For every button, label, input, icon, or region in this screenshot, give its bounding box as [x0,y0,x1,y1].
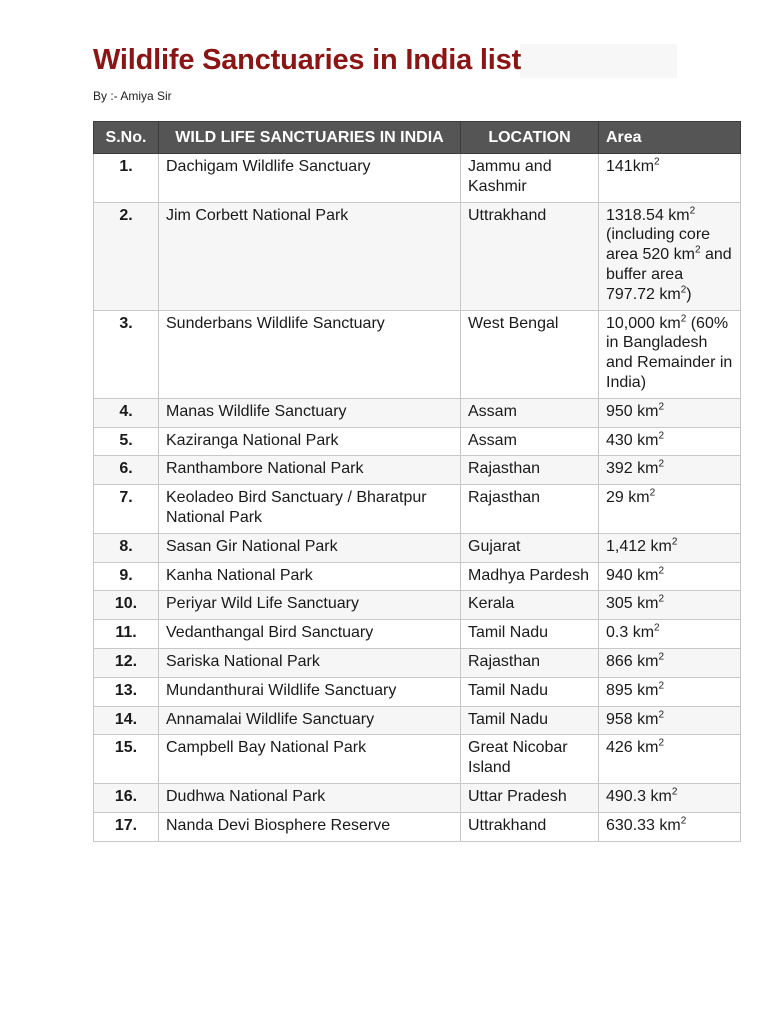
cell-sanctuary-name: Vedanthangal Bird Sanctuary [159,620,461,649]
cell-sno: 3. [94,310,159,398]
cell-location: Great Nicobar Island [461,735,599,784]
cell-sanctuary-name: Annamalai Wildlife Sanctuary [159,706,461,735]
cell-location: Rajasthan [461,648,599,677]
header-sno: S.No. [94,122,159,154]
cell-sno: 12. [94,648,159,677]
cell-area: 940 $km^2$ [599,562,741,591]
cell-sanctuary-name: Nanda Devi Biosphere Reserve [159,812,461,841]
cell-sanctuary-name: Sasan Gir National Park [159,533,461,562]
table-row [94,812,741,841]
cell-sanctuary-name: Sariska National Park [159,648,461,677]
table-row [94,310,741,398]
cell-sno: 10. [94,591,159,620]
cell-area: 426 $km^2$ [599,735,741,784]
cell-sanctuary-name: Ranthambore National Park [159,456,461,485]
table-row [94,562,741,591]
table-row [94,533,741,562]
cell-area: 1318.54 $km^2$ (including core area 520 $km^2$ and buffer area 797.72 $km^2$) [599,202,741,310]
table-row [94,398,741,427]
cell-sanctuary-name: Keoladeo Bird Sanctuary / Bharatpur National Park [159,485,461,534]
cell-sno: 7. [94,485,159,534]
table-row [94,202,741,310]
table-row [94,620,741,649]
cell-sno: 15. [94,735,159,784]
cell-sno: 1. [94,154,159,203]
cell-area: 895 $km^2$ [599,677,741,706]
cell-location: Assam [461,398,599,427]
table-body [94,154,741,842]
cell-sno: 14. [94,706,159,735]
table-row [94,677,741,706]
cell-sanctuary-name: Dudhwa National Park [159,783,461,812]
page-title: Wildlife Sanctuaries in India list [93,44,522,76]
header-area: Area [599,122,741,154]
cell-sno: 13. [94,677,159,706]
cell-sno: 4. [94,398,159,427]
cell-sno: 6. [94,456,159,485]
cell-sanctuary-name: Dachigam Wildlife Sanctuary [159,154,461,203]
table-row [94,735,741,784]
cell-location: Tamil Nadu [461,620,599,649]
sanctuaries-table [93,121,741,842]
cell-location: Uttrakhand [461,812,599,841]
table-row [94,154,741,203]
cell-sno: 17. [94,812,159,841]
cell-sanctuary-name: Mundanthurai Wildlife Sanctuary [159,677,461,706]
cell-area: 305 $km^2$ [599,591,741,620]
cell-area: 29 $km^2$ [599,485,741,534]
table-row [94,427,741,456]
cell-sno: 5. [94,427,159,456]
cell-sno: 16. [94,783,159,812]
cell-sanctuary-name: Jim Corbett National Park [159,202,461,310]
cell-location: Uttar Pradesh [461,783,599,812]
table-row [94,485,741,534]
cell-sanctuary-name: Periyar Wild Life Sanctuary [159,591,461,620]
cell-area: 392 $km^2$ [599,456,741,485]
table-row [94,706,741,735]
cell-area: 950 $km^2$ [599,398,741,427]
cell-area: 958 $km^2$ [599,706,741,735]
header-location: LOCATION [461,122,599,154]
cell-sno: 11. [94,620,159,649]
cell-sno: 2. [94,202,159,310]
cell-sno: 9. [94,562,159,591]
cell-area: 10,000 $km^2$ (60% in Bangladesh and Remainder in India) [599,310,741,398]
cell-location: Madhya Pardesh [461,562,599,591]
cell-location: Uttrakhand [461,202,599,310]
cell-location: Rajasthan [461,485,599,534]
cell-sanctuary-name: Campbell Bay National Park [159,735,461,784]
cell-area: 1,412 $km^2$ [599,533,741,562]
cell-sno: 8. [94,533,159,562]
cell-area: 430 $km^2$ [599,427,741,456]
cell-location: Tamil Nadu [461,706,599,735]
table-row [94,783,741,812]
cell-area: $141km^2$ [599,154,741,203]
header-sanctuary: WILD LIFE SANCTUARIES IN INDIA [159,122,461,154]
table-row [94,456,741,485]
cell-area: 0.3 $km^2$ [599,620,741,649]
byline: By :- Amiya Sir [93,89,172,103]
table-header-row [94,122,741,154]
cell-sanctuary-name: Kanha National Park [159,562,461,591]
table-row [94,591,741,620]
cell-location: Rajasthan [461,456,599,485]
cell-location: Assam [461,427,599,456]
cell-location: Tamil Nadu [461,677,599,706]
cell-location: West Bengal [461,310,599,398]
cell-sanctuary-name: Sunderbans Wildlife Sanctuary [159,310,461,398]
cell-location: Jammu and Kashmir [461,154,599,203]
cell-location: Gujarat [461,533,599,562]
cell-location: Kerala [461,591,599,620]
cell-area: 866 $km^2$ [599,648,741,677]
cell-area: 490.3 $km^2$ [599,783,741,812]
cell-sanctuary-name: Manas Wildlife Sanctuary [159,398,461,427]
table-row [94,648,741,677]
cell-sanctuary-name: Kaziranga National Park [159,427,461,456]
cell-area: 630.33 $km^2$ [599,812,741,841]
title-highlight [520,44,677,78]
